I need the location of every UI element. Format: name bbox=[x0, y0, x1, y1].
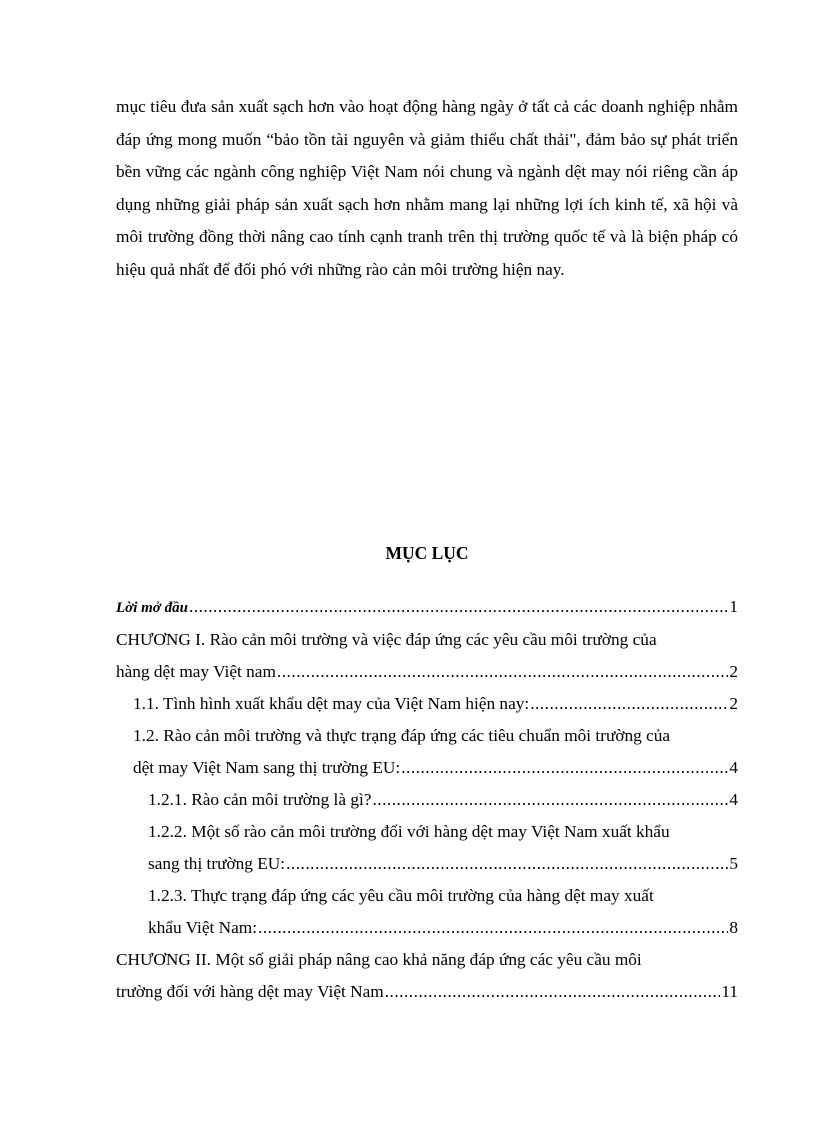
toc-leader-dots bbox=[258, 912, 728, 944]
toc-entry-1-2[interactable] bbox=[116, 720, 738, 784]
toc-leader-dots bbox=[401, 752, 728, 784]
toc-page-number: 1 bbox=[729, 597, 738, 616]
toc-entry-1-2-1[interactable] bbox=[116, 784, 738, 816]
toc-entry-label: 1.2.3. Thực trạng đáp ứng các yêu cầu môi trường của hàng dệt may xuất bbox=[148, 886, 654, 905]
toc-entry-label-cont: trường đối với hàng dệt may Việt Nam bbox=[116, 982, 384, 1001]
toc-page-number: 4 bbox=[729, 758, 738, 777]
toc-entry-chapter-2[interactable] bbox=[116, 944, 738, 1008]
toc-entry-label: 1.2.2. Một số rào cản môi trường đối với hàng dệt may Việt Nam xuất khẩu bbox=[148, 822, 670, 841]
table-of-contents bbox=[116, 591, 738, 1008]
toc-leader-dots bbox=[277, 656, 728, 688]
toc-entry-label: 1.2.1. Rào cản môi trường là gì? bbox=[148, 790, 372, 809]
toc-page-number: 5 bbox=[729, 854, 738, 873]
toc-leader-dots bbox=[189, 591, 728, 623]
toc-entry-label: Lời mở đầu bbox=[116, 600, 188, 616]
toc-page-number: 11 bbox=[721, 982, 738, 1001]
toc-entry-label-cont: sang thị trường EU: bbox=[148, 854, 286, 873]
toc-leader-dots bbox=[530, 688, 728, 720]
toc-leader-dots bbox=[286, 848, 728, 880]
toc-leader-dots bbox=[385, 976, 721, 1008]
toc-entry-preface[interactable] bbox=[116, 591, 738, 624]
toc-entry-1-1[interactable] bbox=[116, 688, 738, 720]
toc-entry-1-2-3[interactable] bbox=[116, 880, 738, 944]
toc-entry-label-cont: khẩu Việt Nam: bbox=[148, 918, 258, 937]
toc-entry-label-cont: dệt may Việt Nam sang thị trường EU: bbox=[133, 758, 401, 777]
toc-entry-chapter-1[interactable] bbox=[116, 624, 738, 688]
toc-page-number: 2 bbox=[729, 694, 738, 713]
toc-entry-label-cont: hàng dệt may Việt nam bbox=[116, 662, 276, 681]
toc-entry-label: CHƯƠNG II. Một số giải pháp nâng cao khả năng đáp ứng các yêu cầu môi bbox=[116, 950, 642, 969]
toc-title: MỤC LỤC bbox=[385, 543, 469, 563]
toc-entry-label: 1.1. Tình hình xuất khẩu dệt may của Việt Nam hiện nay: bbox=[133, 694, 530, 713]
toc-page-number: 4 bbox=[729, 790, 738, 809]
toc-entry-1-2-2[interactable] bbox=[116, 816, 738, 880]
toc-page-number: 8 bbox=[729, 918, 738, 937]
toc-leader-dots bbox=[372, 784, 728, 816]
toc-entry-label: CHƯƠNG I. Rào cản môi trường và việc đáp ứng các yêu cầu môi trường của bbox=[116, 630, 657, 649]
toc-page-number: 2 bbox=[729, 662, 738, 681]
toc-entry-label: 1.2. Rào cản môi trường và thực trạng đáp ứng các tiêu chuẩn môi trường của bbox=[133, 726, 671, 745]
intro-paragraph: mục tiêu đưa sản xuất sạch hơn vào hoạt động hàng ngày ở tất cả các doanh nghiệp nhằm đáp ứng mong muốn “bảo tồn tài nguyên và giảm thiểu chất thải", đảm bảo sự phát triển bền vững các ngành công nghiệp Việt Nam nói chung và ngành dệt may nói riêng cần áp dụng những giải pháp sản xuất sạch hơn nhằm mang lại những lợi ích kinh tế, xã hội và môi trường đồng thời nâng cao tính cạnh tranh trên thị trường quốc tế và là biện pháp có hiệu quả nhất để đối phó với những rào cản môi trường hiện nay. bbox=[116, 97, 738, 279]
